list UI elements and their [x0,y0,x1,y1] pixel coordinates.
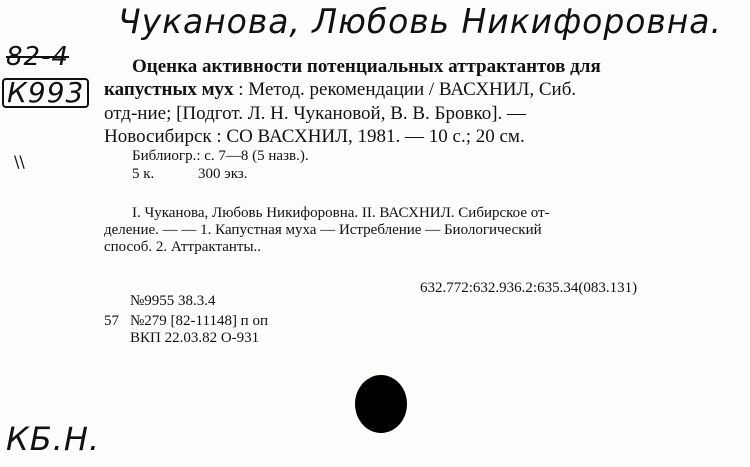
handwritten-author: Чуканова, Любовь Никифоровна. [118,2,722,42]
tracings-line-2: деление. — — 1. Капустная муха — Истребление — Биологический [104,222,542,238]
registry-prefix: 57 [104,313,119,329]
copies-count: 5 к. [132,166,155,182]
title-remainder: : Метод. рекомендации / ВАСХНИЛ, Сиб. [233,79,577,100]
handwritten-tick-mark: \\ [14,152,25,171]
vkp-stamp: ВКП 22.03.82 О-931 [130,330,260,346]
title-line-1: Оценка активности потенциальных аттрактантов для [132,56,601,77]
handwritten-shelf-mark: К993 [2,78,89,108]
entry-line-3: отд-ние; [Подгот. Л. Н. Чукановой, В. В. Бровко]. — [104,103,527,124]
udc-code: 632.772:632.936.2:635.34(083.131) [420,280,638,296]
print-run: 300 экз. [198,166,248,182]
bibliography-note: Библиогр.: с. 7—8 (5 назв.). [132,148,309,164]
title-bold-continuation: капустных мух [104,79,234,100]
tracings-line-1: I. Чуканова, Любовь Никифоровна. II. ВАСХНИЛ. Сибирское от- [132,205,550,221]
registry-number-2: №279 [82-11148] п оп [130,313,268,329]
handwritten-shelf-mark-crossed: 82-4 [6,42,70,72]
punch-hole [355,375,407,433]
tracings-line-3: способ. 2. Аттрактанты.. [104,239,262,255]
registry-number-1: №9955 38.3.4 [130,293,216,309]
title-line-2 [104,79,576,101]
handwritten-footer-code: КБ.Н. [6,420,101,458]
entry-line-4: Новосибирск : СО ВАСХНИЛ, 1981. — 10 с.; 20 см. [104,126,525,147]
